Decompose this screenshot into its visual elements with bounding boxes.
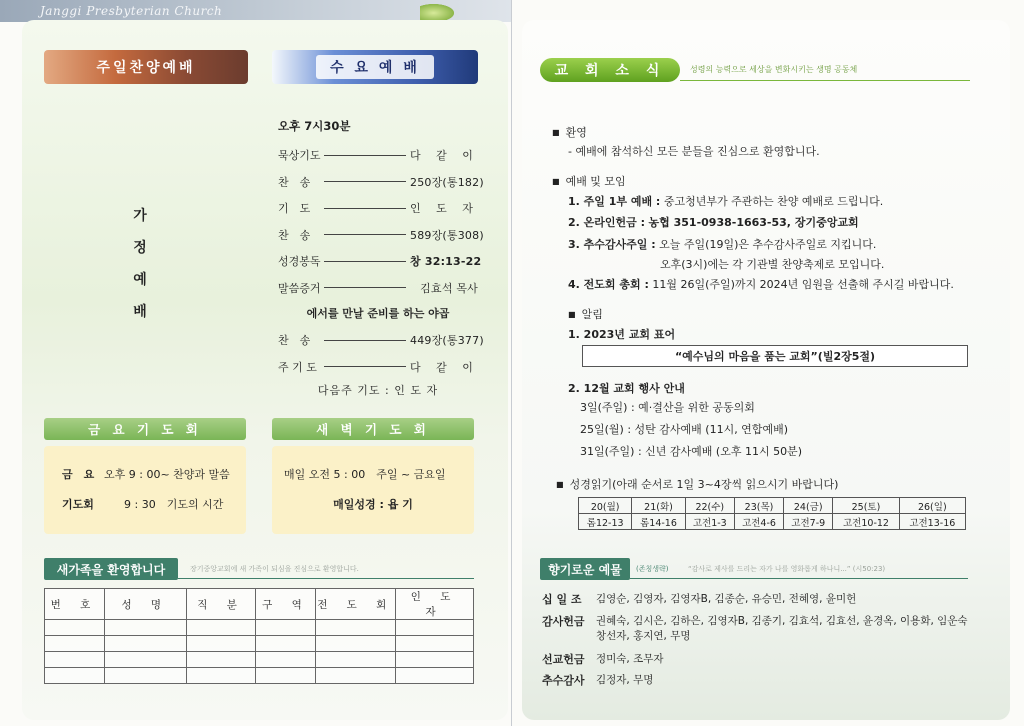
offering-note: (존칭생략) (636, 565, 669, 573)
table-row (45, 668, 474, 684)
empty-cell (316, 652, 396, 668)
event-item: 3일(주일) : 예·결산을 위한 공동의회 (580, 401, 755, 414)
empty-cell (45, 620, 105, 636)
offering-quote: “감사로 제사를 드리는 자가 나를 영화롭게 하나니...” (시50:23) (688, 565, 886, 573)
new-family-table (44, 588, 474, 684)
order-item-value: 김효석 목사 (420, 281, 478, 295)
december-events-heading: 2. 12월 교회 행사 안내 (568, 382, 685, 395)
bible-reading-title (556, 476, 838, 492)
leader-line (324, 181, 406, 182)
order-item-value: 250장(통182) (410, 175, 484, 189)
leader-line (324, 261, 406, 262)
reading-passage: 고전7-9 (784, 514, 833, 530)
empty-cell (396, 652, 474, 668)
order-row (278, 248, 482, 275)
wednesday-worship-header (272, 50, 478, 84)
friday-time: 오후 9 : 00~ 찬양과 말씀 (104, 468, 230, 481)
column-header: 번 호 (45, 589, 105, 620)
news-item-3 (568, 236, 876, 252)
empty-cell (256, 620, 316, 636)
offering-names: 권혜숙, 김시은, 김하은, 김영자B, 김종기, 김효석, 김효선, 윤경옥, 이용화, 임운숙 (596, 615, 968, 627)
reading-passage: 롬14-16 (632, 514, 685, 530)
event-item: 31일(주일) : 신년 감사예배 (오후 11시 50분) (580, 445, 802, 458)
news-item-4-text: 11월 26일(주일)까지 2024년 임원을 선출해 주시길 바랍니다. (652, 278, 954, 291)
vertical-char: 예 (133, 272, 147, 288)
motto-box: “예수님의 마음을 품는 교회”(빌2장5절) (582, 345, 968, 367)
dawn-time: 매일 오전 5 : 00 주일 ~ 금요일 (284, 468, 446, 481)
reading-day: 26(일) (899, 498, 965, 514)
worship-title-text: 예배 및 모임 (565, 175, 626, 188)
news-item-3-line-2: 오후(3시)에는 각 기관별 찬양축제로 모입니다. (660, 258, 885, 271)
order-row (278, 222, 484, 249)
empty-cell (104, 620, 186, 636)
event-item: 25일(월) : 성탄 감사예배 (11시, 연합예배) (580, 423, 788, 436)
order-item-name: 찬 송 (278, 228, 311, 242)
reading-day: 20(월) (579, 498, 632, 514)
reading-passage: 고전13-16 (899, 514, 965, 530)
empty-cell (256, 668, 316, 684)
column-header: 성 명 (104, 589, 186, 620)
order-item-value: 589장(통308) (410, 228, 484, 242)
dawn-prayer-header: 새 벽 기 도 회 (272, 418, 474, 440)
dawn-prayer-box (272, 446, 474, 534)
empty-cell (104, 668, 186, 684)
empty-cell (186, 652, 256, 668)
reading-passage: 롬12-13 (579, 514, 632, 530)
reading-day: 22(수) (685, 498, 734, 514)
wednesday-order (278, 118, 484, 398)
divider (630, 578, 968, 579)
leader-line (324, 340, 406, 341)
empty-cell (45, 668, 105, 684)
prayer-meeting-label: 기도회 (62, 498, 94, 511)
leader-line (324, 366, 406, 367)
worship-section-title (552, 173, 626, 189)
news-item-1 (568, 193, 883, 209)
church-name: Janggi Presbyterian Church (40, 4, 223, 18)
news-item-3-text: 오늘 주일(19일)은 추수감사주일로 지킵니다. (659, 238, 877, 251)
order-item-name: 성경봉독 (278, 255, 321, 269)
welcome-title-text: 환영 (565, 126, 587, 139)
sermon-title: 에서를 만날 준비를 하는 야곱 (306, 307, 450, 320)
order-row (278, 195, 478, 222)
bullet-square-icon: ■ (556, 480, 564, 489)
table-row (45, 636, 474, 652)
wednesday-time: 오후 7시30분 (278, 119, 351, 133)
next-week-prayer: 다음주 기도 : 인 도 자 (317, 384, 439, 397)
empty-cell (45, 652, 105, 668)
news-item-2 (568, 214, 859, 230)
welcome-section-title (552, 124, 587, 140)
vertical-char: 정 (133, 240, 147, 256)
empty-cell (186, 620, 256, 636)
divider (680, 80, 970, 81)
offering-label: 선교헌금 (542, 653, 585, 666)
church-news-subtitle: 성령의 능력으로 세상을 변화시키는 생명 공동체 (690, 65, 858, 74)
bible-reading-table (578, 497, 966, 530)
offering-header: 향기로운 예물 (540, 558, 630, 580)
order-item-name: 말씀증거 (278, 281, 321, 295)
reading-day: 24(금) (784, 498, 833, 514)
reading-passage: 고전4-6 (734, 514, 783, 530)
news-item-3-label: 3. 추수감사주일 : (568, 238, 656, 251)
offering-label: 추수감사 (542, 674, 585, 687)
friday-label: 금 요 (62, 468, 95, 481)
daily-bible: 매일성경 : 욥 기 (333, 498, 413, 511)
reading-passage: 고전1-3 (685, 514, 734, 530)
column-header: 직 분 (186, 589, 256, 620)
order-item-name: 찬 송 (278, 175, 311, 189)
order-item-value: 창 32:13-22 (410, 255, 482, 269)
sunday-worship-header: 주일찬양예배 (44, 50, 248, 84)
empty-cell (104, 652, 186, 668)
empty-cell (256, 636, 316, 652)
news-item-4 (568, 276, 954, 292)
empty-cell (186, 636, 256, 652)
empty-cell (104, 636, 186, 652)
leader-line (324, 208, 406, 209)
reading-day: 25(토) (833, 498, 899, 514)
bullet-square-icon: ■ (552, 177, 560, 186)
bullet-square-icon: ■ (552, 128, 560, 137)
leader-line (324, 287, 406, 288)
column-header: 인 도 자 (396, 589, 474, 620)
reading-day: 23(목) (734, 498, 783, 514)
order-row (278, 354, 478, 381)
order-row (278, 275, 478, 302)
order-item-value: 다 같 이 (410, 360, 479, 374)
notice-title-text: 알림 (581, 308, 603, 321)
reading-day: 21(화) (632, 498, 685, 514)
bullet-square-icon: ■ (568, 310, 576, 319)
new-family-header: 새가족을 환영합니다 (44, 558, 178, 580)
table-row (45, 620, 474, 636)
vertical-char: 가 (133, 208, 147, 224)
order-item-value: 449장(통377) (410, 334, 484, 348)
order-row (278, 169, 484, 196)
leader-line (324, 234, 406, 235)
order-item-value: 인 도 자 (410, 202, 479, 216)
offering-label: 십 일 조 (542, 593, 582, 606)
order-item-name: 주 기 도 (278, 360, 317, 374)
vertical-char: 배 (133, 304, 147, 320)
bible-reading-title-text: 성경읽기(아래 순서로 1일 3~4장씩 읽으시기 바랍니다) (569, 478, 839, 491)
church-news-header: 교 회 소 식 (540, 58, 680, 82)
news-item-1-text: 중고청년부가 주관하는 찬양 예배로 드립니다. (663, 195, 884, 208)
prayer-time: 9 : 30 기도의 시간 (124, 498, 224, 511)
news-item-2-label: 2. 온라인헌금 : (568, 216, 646, 229)
empty-cell (316, 636, 396, 652)
welcome-text: - 예배에 참석하신 모든 분들을 진심으로 환영합니다. (568, 145, 820, 158)
order-row (278, 142, 478, 169)
motto-heading: 1. 2023년 교회 표어 (568, 328, 676, 341)
order-row (278, 327, 484, 354)
table-row (45, 652, 474, 668)
wednesday-worship-title: 수 요 예 배 (316, 55, 434, 79)
order-item-name: 묵상기도 (278, 149, 321, 163)
offering-label: 감사헌금 (542, 615, 585, 628)
empty-cell (256, 652, 316, 668)
new-family-subtitle: 장기중앙교회에 새 가족이 되심을 진심으로 환영합니다. (190, 565, 359, 573)
column-header: 전 도 회 (316, 589, 396, 620)
notice-section-title (568, 306, 603, 322)
empty-cell (186, 668, 256, 684)
order-item-name: 찬 송 (278, 334, 311, 348)
leader-line (324, 155, 406, 156)
empty-cell (396, 668, 474, 684)
empty-cell (396, 636, 474, 652)
empty-cell (316, 668, 396, 684)
news-item-1-label: 1. 주일 1부 예배 : (568, 195, 661, 208)
column-header: 구 역 (256, 589, 316, 620)
friday-prayer-box (44, 446, 246, 534)
order-item-value: 다 같 이 (410, 149, 479, 163)
friday-prayer-header: 금 요 기 도 회 (44, 418, 246, 440)
news-item-2-text: 농협 351-0938-1663-53, 장기중앙교회 (648, 216, 859, 229)
news-item-4-label: 4. 전도회 총회 : (568, 278, 649, 291)
reading-passage: 고전10-12 (833, 514, 899, 530)
offering-names: 정미숙, 조무자 (596, 653, 664, 665)
offering-names: 창선자, 홍지연, 무명 (596, 630, 691, 642)
empty-cell (316, 620, 396, 636)
divider (178, 578, 474, 579)
offering-names: 김정자, 무명 (596, 674, 654, 686)
empty-cell (396, 620, 474, 636)
empty-cell (45, 636, 105, 652)
family-worship-vertical (130, 205, 150, 333)
order-item-name: 기 도 (278, 202, 311, 216)
offering-names: 김영순, 김영자, 김영자B, 김종순, 유승민, 전혜영, 윤미헌 (596, 593, 857, 605)
